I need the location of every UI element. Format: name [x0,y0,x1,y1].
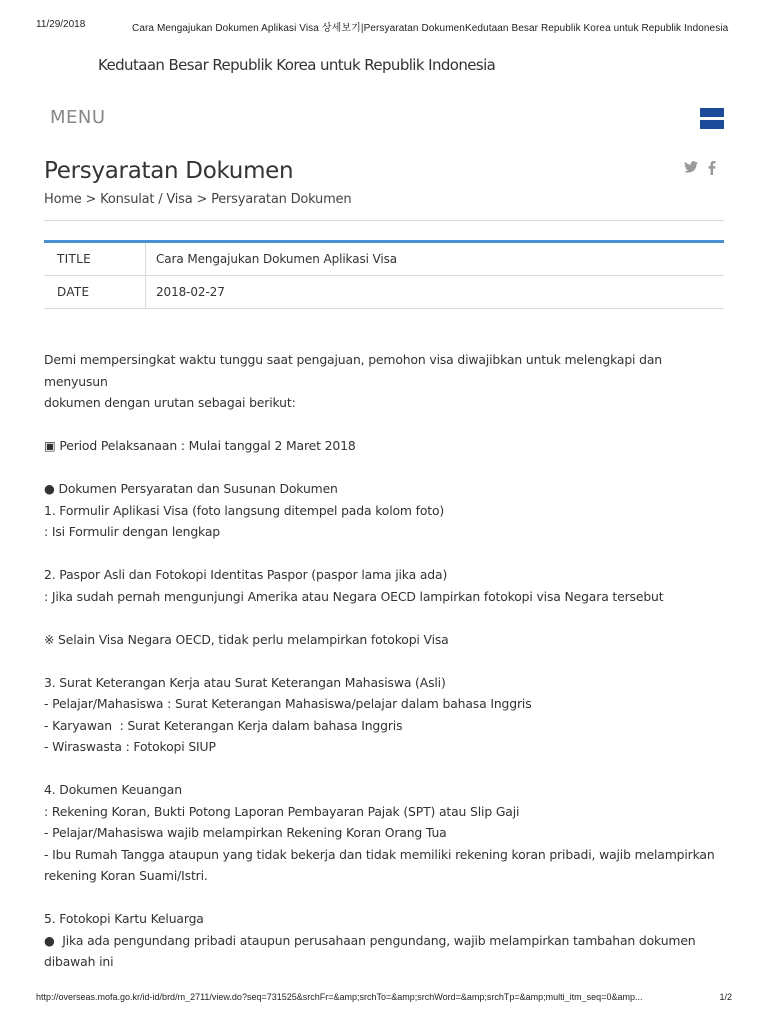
breadcrumb[interactable]: Home > Konsulat / Visa > Persyaratan Dokumen [44,192,352,207]
list-item: 5. Fotokopi Kartu Keluarga [44,911,204,926]
paragraph: ● Dokumen Persyaratan dan Susunan Dokumen [44,481,338,496]
list-item: - Pelajar/Mahasiswa wajib melampirkan Rekening Koran Orang Tua [44,825,447,840]
list-item: : Jika sudah pernah mengunjungi Amerika atau Negara OECD lampirkan fotokopi visa Negara tersebut [44,588,664,604]
date-value: 2018-02-27 [156,285,225,299]
list-item: 1. Formulir Aplikasi Visa (foto langsung ditempel pada kolom foto) [44,502,445,518]
print-date: 11/29/2018 [36,19,86,30]
list-item: - Wiraswasta : Fotokopi SIUP [44,739,216,754]
hamburger-icon[interactable] [700,108,724,130]
site-name[interactable]: Kedutaan Besar Republik Korea untuk Republik Indonesia [98,56,496,74]
menu-bar [50,106,726,136]
print-document-title: Cara Mengajukan Dokumen Aplikasi Visa 상세보기|Persyaratan DokumenKedutaan Besar Republik Korea untuk Republik Indonesia [132,23,729,34]
print-url: http://overseas.mofa.go.kr/id-id/brd/m_2711/view.do?seq=731525&srchFr=&amp;srchTo=&amp;srchWord=&amp;srchTp=&amp;multi_itm_seq=0&amp... [36,992,643,1002]
list-item: 4. Dokumen Keuangan [44,782,182,797]
paragraph: ▣ Period Pelaksanaan : Mulai tanggal 2 Maret 2018 [44,438,356,453]
share-icons [684,161,716,175]
list-item: : Isi Formulir dengan lengkap [44,524,221,539]
list-item: ● Jika ada pengundang pribadi ataupun perusahaan pengundang, wajib melampirkan tambahan dokumen [44,932,696,948]
heading-divider [44,220,724,221]
list-item: dibawah ini [44,954,114,969]
page-number: 1/2 [719,992,732,1002]
list-item: 2. Paspor Asli dan Fotokopi Identitas Paspor (paspor lama jika ada) [44,567,448,582]
table-row-title [44,243,724,276]
paragraph: dokumen dengan urutan sebagai berikut: [44,395,296,410]
list-item: - Ibu Rumah Tangga ataupun yang tidak bekerja dan tidak memiliki rekening koran pribadi, wajib melampirkan [44,846,715,862]
list-item: rekening Koran Suami/Istri. [44,868,208,883]
table-row-date [44,276,724,309]
page-title: Persyaratan Dokumen [44,158,294,184]
print-header [36,19,732,33]
title-value: Cara Mengajukan Dokumen Aplikasi Visa [156,252,398,266]
list-item: 3. Surat Keterangan Kerja atau Surat Keterangan Mahasiswa (Asli) [44,674,446,690]
date-label: DATE [44,276,146,308]
list-item: - Pelajar/Mahasiswa : Surat Keterangan Mahasiswa/pelajar dalam bahasa Inggris [44,696,532,711]
print-footer [36,992,732,1006]
menu-label[interactable]: MENU [50,107,106,128]
list-item: - Karyawan : Surat Keterangan Kerja dalam bahasa Inggris [44,717,403,733]
twitter-icon[interactable] [684,161,698,173]
list-item: : Rekening Koran, Bukti Potong Laporan Pembayaran Pajak (SPT) atau Slip Gaji [44,803,520,819]
title-label: TITLE [44,243,146,275]
info-table [44,240,724,309]
paragraph: Demi mempersingkat waktu tunggu saat pengajuan, pemohon visa diwajibkan untuk melengkapi dan menyusun [44,352,666,389]
facebook-icon[interactable] [708,161,716,175]
paragraph: ※ Selain Visa Negara OECD, tidak perlu melampirkan fotokopi Visa [44,631,449,647]
article-content [44,349,724,973]
